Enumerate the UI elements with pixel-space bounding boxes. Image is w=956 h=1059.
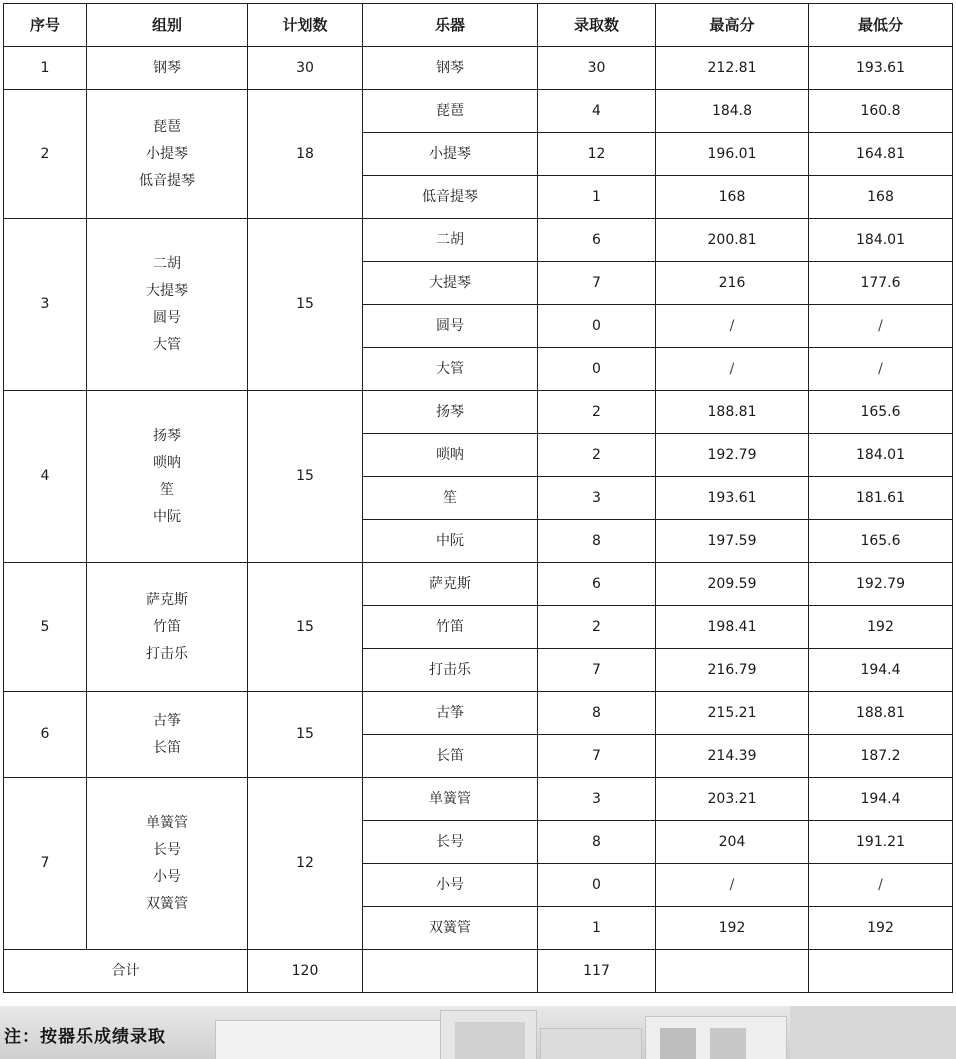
cell-min-score: 187.2 (809, 735, 953, 778)
cell-group (87, 778, 248, 950)
group-instrument-name: 单簧管 (146, 814, 188, 831)
cell-instrument: 长笛 (363, 735, 538, 778)
cell-max-score: 216.79 (656, 649, 809, 692)
cell-index: 6 (4, 692, 87, 778)
cell-admitted: 0 (538, 864, 656, 907)
group-instrument-name: 打击乐 (146, 645, 188, 662)
cell-admitted: 12 (538, 133, 656, 176)
cell-min-score: 194.4 (809, 649, 953, 692)
group-instrument-name: 古筝 (153, 712, 181, 729)
cell-group (87, 47, 248, 90)
cell-admitted: 1 (538, 907, 656, 950)
cell-min-score: 165.6 (809, 520, 953, 563)
table-row (4, 563, 953, 606)
cell-index: 7 (4, 778, 87, 950)
table-row (4, 219, 953, 262)
cell-max-score: 216 (656, 262, 809, 305)
total-max-empty (656, 950, 809, 993)
cell-instrument: 萨克斯 (363, 563, 538, 606)
group-instrument-name: 双簧管 (146, 895, 188, 912)
cell-instrument: 大提琴 (363, 262, 538, 305)
header-min-score: 最低分 (809, 4, 953, 47)
group-instrument-name: 长笛 (153, 739, 181, 756)
cell-instrument: 二胡 (363, 219, 538, 262)
cell-admitted: 0 (538, 305, 656, 348)
cell-max-score: 198.41 (656, 606, 809, 649)
cell-admitted: 7 (538, 262, 656, 305)
cell-max-score: / (656, 305, 809, 348)
cell-min-score: / (809, 305, 953, 348)
cell-admitted: 3 (538, 778, 656, 821)
cell-max-score: 188.81 (656, 391, 809, 434)
group-instrument-name: 圆号 (153, 309, 181, 326)
table-row (4, 47, 953, 90)
cell-index: 1 (4, 47, 87, 90)
cell-plan: 15 (248, 692, 363, 778)
group-instrument-name: 萨克斯 (146, 591, 188, 608)
cell-max-score: 197.59 (656, 520, 809, 563)
cell-instrument: 笙 (363, 477, 538, 520)
table-row (4, 90, 953, 133)
cell-min-score: 192 (809, 606, 953, 649)
cell-max-score: 214.39 (656, 735, 809, 778)
cell-max-score: 192 (656, 907, 809, 950)
cell-instrument: 双簧管 (363, 907, 538, 950)
group-instrument-name: 长号 (153, 841, 181, 858)
cell-admitted: 6 (538, 219, 656, 262)
cell-min-score: 192.79 (809, 563, 953, 606)
cell-max-score: 196.01 (656, 133, 809, 176)
cell-admitted: 8 (538, 692, 656, 735)
cell-max-score: 212.81 (656, 47, 809, 90)
cell-max-score: 168 (656, 176, 809, 219)
cell-min-score: 194.4 (809, 778, 953, 821)
cell-plan: 18 (248, 90, 363, 219)
group-instrument-name: 二胡 (153, 255, 181, 272)
cell-instrument: 琵琶 (363, 90, 538, 133)
cell-index: 4 (4, 391, 87, 563)
cell-index: 3 (4, 219, 87, 391)
table-row (4, 391, 953, 434)
cell-min-score: 184.01 (809, 434, 953, 477)
cell-instrument: 小号 (363, 864, 538, 907)
cell-group (87, 692, 248, 778)
cell-plan: 15 (248, 219, 363, 391)
cell-plan: 30 (248, 47, 363, 90)
cell-min-score: 181.61 (809, 477, 953, 520)
cell-instrument: 大管 (363, 348, 538, 391)
header-group: 组别 (87, 4, 248, 47)
total-plan: 120 (248, 950, 363, 993)
cell-max-score: 184.8 (656, 90, 809, 133)
header-index: 序号 (4, 4, 87, 47)
cell-instrument: 扬琴 (363, 391, 538, 434)
cell-max-score: 200.81 (656, 219, 809, 262)
cell-min-score: 192 (809, 907, 953, 950)
cell-min-score: 188.81 (809, 692, 953, 735)
cell-index: 5 (4, 563, 87, 692)
cell-group (87, 90, 248, 219)
group-instrument-name: 小号 (153, 868, 181, 885)
cell-min-score: / (809, 864, 953, 907)
group-instrument-name: 中阮 (153, 508, 181, 525)
cell-min-score: 165.6 (809, 391, 953, 434)
header-admitted: 录取数 (538, 4, 656, 47)
cell-min-score: 168 (809, 176, 953, 219)
table-body (4, 47, 953, 993)
total-instrument-empty (363, 950, 538, 993)
cell-admitted: 7 (538, 649, 656, 692)
cell-min-score: 193.61 (809, 47, 953, 90)
cell-instrument: 小提琴 (363, 133, 538, 176)
header-max-score: 最高分 (656, 4, 809, 47)
group-instrument-name: 小提琴 (146, 145, 188, 162)
cell-max-score: / (656, 348, 809, 391)
cell-plan: 12 (248, 778, 363, 950)
cell-min-score: 164.81 (809, 133, 953, 176)
cell-instrument: 圆号 (363, 305, 538, 348)
cell-admitted: 2 (538, 391, 656, 434)
cell-max-score: 215.21 (656, 692, 809, 735)
cell-group (87, 391, 248, 563)
cell-max-score: 203.21 (656, 778, 809, 821)
admission-score-table (3, 3, 953, 993)
cell-max-score: 192.79 (656, 434, 809, 477)
table-row (4, 692, 953, 735)
cell-admitted: 8 (538, 520, 656, 563)
group-instrument-name: 大提琴 (146, 282, 188, 299)
group-instrument-name: 扬琴 (153, 427, 181, 444)
cell-admitted: 1 (538, 176, 656, 219)
cell-instrument: 长号 (363, 821, 538, 864)
cell-plan: 15 (248, 563, 363, 692)
cell-admitted: 0 (538, 348, 656, 391)
cell-min-score: 184.01 (809, 219, 953, 262)
cell-instrument: 古筝 (363, 692, 538, 735)
group-instrument-name: 低音提琴 (139, 172, 195, 189)
cell-min-score: 160.8 (809, 90, 953, 133)
cell-admitted: 4 (538, 90, 656, 133)
cell-instrument: 竹笛 (363, 606, 538, 649)
group-instrument-name: 笙 (160, 481, 174, 498)
header-row (4, 4, 953, 47)
header-instrument: 乐器 (363, 4, 538, 47)
cell-instrument: 低音提琴 (363, 176, 538, 219)
group-instrument-name: 钢琴 (153, 59, 181, 76)
cell-min-score: 177.6 (809, 262, 953, 305)
total-admitted: 117 (538, 950, 656, 993)
cell-max-score: 209.59 (656, 563, 809, 606)
group-instrument-name: 琵琶 (153, 118, 181, 135)
total-min-empty (809, 950, 953, 993)
cell-instrument: 唢呐 (363, 434, 538, 477)
cell-plan: 15 (248, 391, 363, 563)
group-instrument-name: 大管 (153, 336, 181, 353)
group-instrument-name: 竹笛 (153, 618, 181, 635)
cell-admitted: 7 (538, 735, 656, 778)
cell-admitted: 2 (538, 434, 656, 477)
cell-max-score: / (656, 864, 809, 907)
table-row (4, 778, 953, 821)
total-label: 合计 (4, 950, 248, 993)
cell-max-score: 193.61 (656, 477, 809, 520)
cell-admitted: 8 (538, 821, 656, 864)
cell-admitted: 3 (538, 477, 656, 520)
cell-instrument: 钢琴 (363, 47, 538, 90)
cell-max-score: 204 (656, 821, 809, 864)
total-row (4, 950, 953, 993)
cell-group (87, 563, 248, 692)
cell-instrument: 打击乐 (363, 649, 538, 692)
footnote: 注：按器乐成绩录取 (4, 1027, 166, 1047)
cell-admitted: 2 (538, 606, 656, 649)
cell-instrument: 中阮 (363, 520, 538, 563)
cell-instrument: 单簧管 (363, 778, 538, 821)
header-plan: 计划数 (248, 4, 363, 47)
cell-min-score: / (809, 348, 953, 391)
cell-group (87, 219, 248, 391)
group-instrument-name: 唢呐 (153, 454, 181, 471)
cell-admitted: 30 (538, 47, 656, 90)
cell-min-score: 191.21 (809, 821, 953, 864)
cell-admitted: 6 (538, 563, 656, 606)
cell-index: 2 (4, 90, 87, 219)
